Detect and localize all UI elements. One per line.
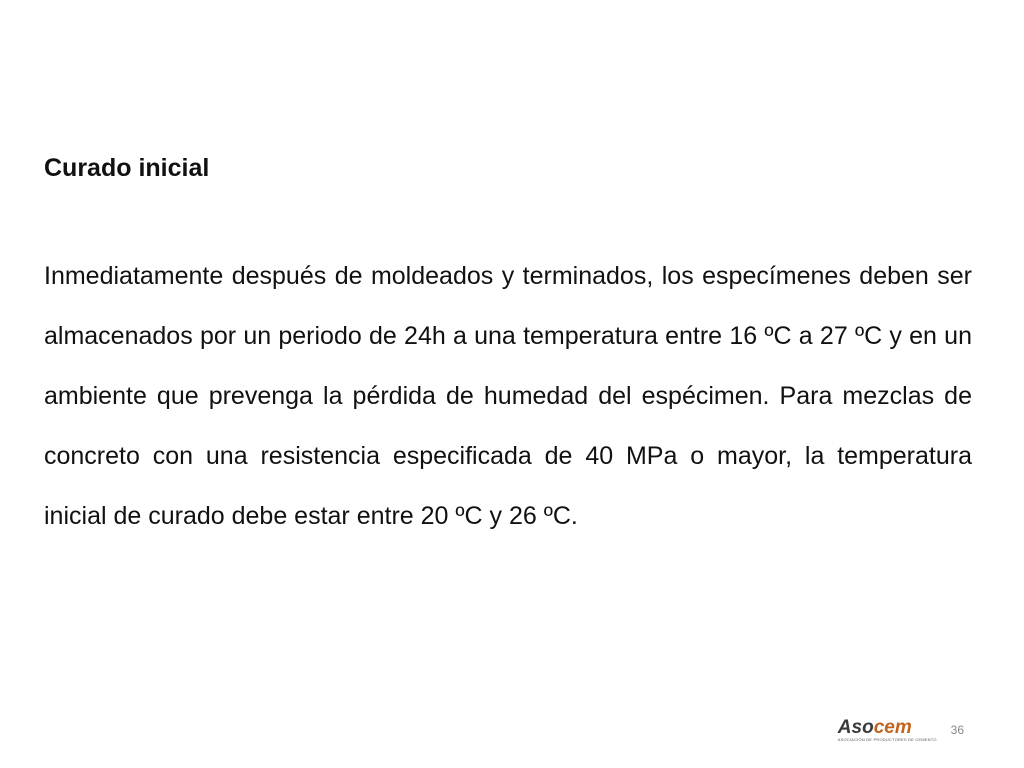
slide-footer (838, 718, 964, 742)
logo-text-part2: cem (873, 717, 912, 738)
logo-wordmark (838, 718, 912, 737)
slide-paragraph: Inmediatamente después de moldeados y terminados, los especímenes deben ser almacenados por un periodo de 24h a una temperatura entre 16 ºC a 27 ºC y en un ambiente que prevenga la pérdida de humedad del espécimen. Para mezclas de concreto con una resistencia especificada de 40 MPa o mayor, la temperatura inicial de curado debe estar entre 20 ºC y 26 ºC. (44, 262, 972, 530)
logo-text-part1: Aso (837, 717, 874, 738)
page-number: 36 (950, 723, 964, 737)
logo-subtitle: ASOCIACIÓN DE PRODUCTORES DE CEMENTO (837, 737, 937, 742)
asocem-logo (838, 718, 937, 742)
slide-heading: Curado inicial (44, 154, 210, 182)
